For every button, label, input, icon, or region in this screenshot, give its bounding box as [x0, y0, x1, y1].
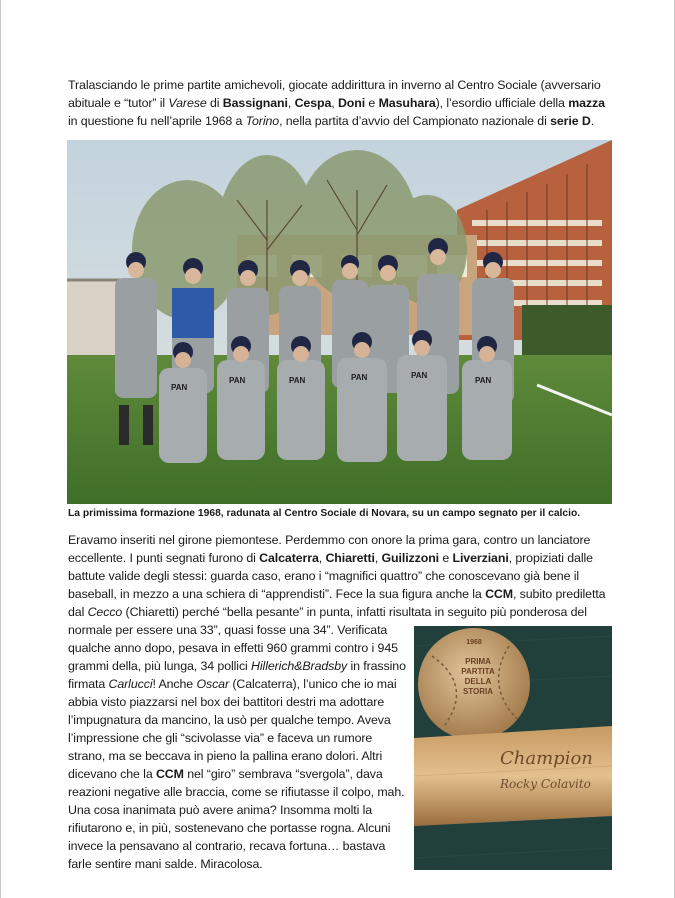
third-paragraph	[68, 621, 408, 873]
serie-d-word: serie D	[550, 114, 591, 128]
text-run: in questione fu nell’aprile 1968 a	[68, 114, 246, 128]
ball-text-line: PARTITA	[461, 667, 495, 676]
bassignani-name: Bassignani	[222, 96, 288, 110]
text-run: (Chiaretti) perché “bella pesante” in punta, infatti risultata in seguito più ponderosa del	[122, 605, 587, 619]
jersey-text: PAN	[229, 376, 246, 385]
liverziani-name: Liverziani	[452, 551, 509, 565]
text-run: e	[439, 551, 453, 565]
text-run: ,	[331, 96, 338, 110]
oscar-name: Oscar	[196, 677, 229, 691]
guilizzoni-name: Guilizzoni	[381, 551, 440, 565]
jersey-text: PAN	[171, 383, 188, 392]
text-run: Eravamo inseriti nel girone piemontese. Perdemmo con onore la prima gara, contro un lanciatore eccellente. I punti segnati furono di	[68, 533, 591, 565]
text-run: , subito prediletta dal	[68, 587, 606, 619]
ball-text-line: DELLA	[464, 677, 492, 686]
text-run: ! Anche	[152, 677, 197, 691]
text-run: ,	[318, 551, 326, 565]
calcaterra-name: Calcaterra	[259, 551, 319, 565]
jersey-text: PAN	[289, 376, 306, 385]
text-run: in frassino firmata	[68, 659, 406, 691]
text-run: , propiziati dalle battute valide degli stessi: guarda caso, erano i “magnifici quattro” che conoscevano già bene il baseball, in mezzo a una schiera di “apprendisti”. Fece la sua figura anche la	[68, 551, 593, 601]
text-run: e	[365, 96, 379, 110]
bat-brand: Champion	[500, 748, 593, 769]
jersey-text: PAN	[351, 373, 368, 382]
text-run: Tralasciando le prime partite amichevoli, giocate addirittura in inverno al Centro Sociale (avversario abituale e “tutor” il	[68, 78, 601, 110]
text-run: (Calcaterra), l’unico che io mai abbia visto piazzarsi nel box dei battitori destri ma adottare l’impugnatura da mancino, la usò per qualche tempo. Aveva l’impressione che gli “scivolasse via” e faceva un rumore strano, ma se beccava in pieno la pallina erano dolori. Altri dicevano che la	[68, 677, 397, 781]
mazza-word: mazza	[568, 96, 605, 110]
team-photo-illustration	[67, 140, 612, 504]
text-run: ), l’esordio ufficiale della	[435, 96, 569, 110]
ball-text-line: PRIMA	[465, 657, 491, 666]
ccm-word: CCM	[485, 587, 513, 601]
jersey-text: PAN	[411, 371, 428, 380]
intro-paragraph	[68, 76, 616, 130]
bat-ball-illustration	[414, 626, 612, 870]
cespa-name: Cespa	[294, 96, 332, 110]
hillerich-bradsby-name: Hillerich&Bradsby	[251, 659, 348, 673]
text-run: ,	[287, 96, 295, 110]
masuhara-name: Masuhara	[378, 96, 436, 110]
doni-name: Doni	[337, 96, 366, 110]
varese-name: Varese	[168, 96, 207, 110]
ball-year: 1968	[466, 639, 482, 646]
text-run: nel “giro” sembrava “svergola”, dava reazioni negative alle braccia, come se rifiutasse il colpo, mah. Una cosa inanimata può avere anima? Insomma molti la rifiutarono e, in più, sostenevano che portasse rogna. Alcuni invece la pensavano al contrario, recava fortuna… bastava farle sentire mani salde. Miracolosa.	[68, 767, 405, 871]
ball-text-line: STORIA	[462, 687, 494, 696]
bat-signature: Rocky Colavito	[500, 777, 591, 791]
bat-ball-photo	[414, 626, 612, 870]
text-run: di	[206, 96, 223, 110]
team-photo-caption: La primissima formazione 1968, radunata al Centro Sociale di Novara, su un campo segnato per il calcio.	[68, 508, 581, 519]
text-run: .	[590, 114, 595, 128]
team-photo	[67, 140, 612, 504]
torino-name: Torino	[245, 114, 280, 128]
jersey-text: PAN	[475, 376, 492, 385]
cecco-name: Cecco	[87, 605, 123, 619]
carlucci-name: Carlucci	[108, 677, 153, 691]
text-run: , nella partita d’avvio del Campionato nazionale di	[279, 114, 551, 128]
text-run: ,	[374, 551, 382, 565]
ccm-word: CCM	[155, 767, 184, 781]
text-run: normale per essere una 33”, quasi fosse una 34”. Verificata qualche anno dopo, pesava in effetti 960 grammi contro i 945 grammi della, più lunga, 34 pollici	[68, 623, 398, 673]
chiaretti-name: Chiaretti	[325, 551, 375, 565]
second-paragraph	[68, 531, 616, 621]
